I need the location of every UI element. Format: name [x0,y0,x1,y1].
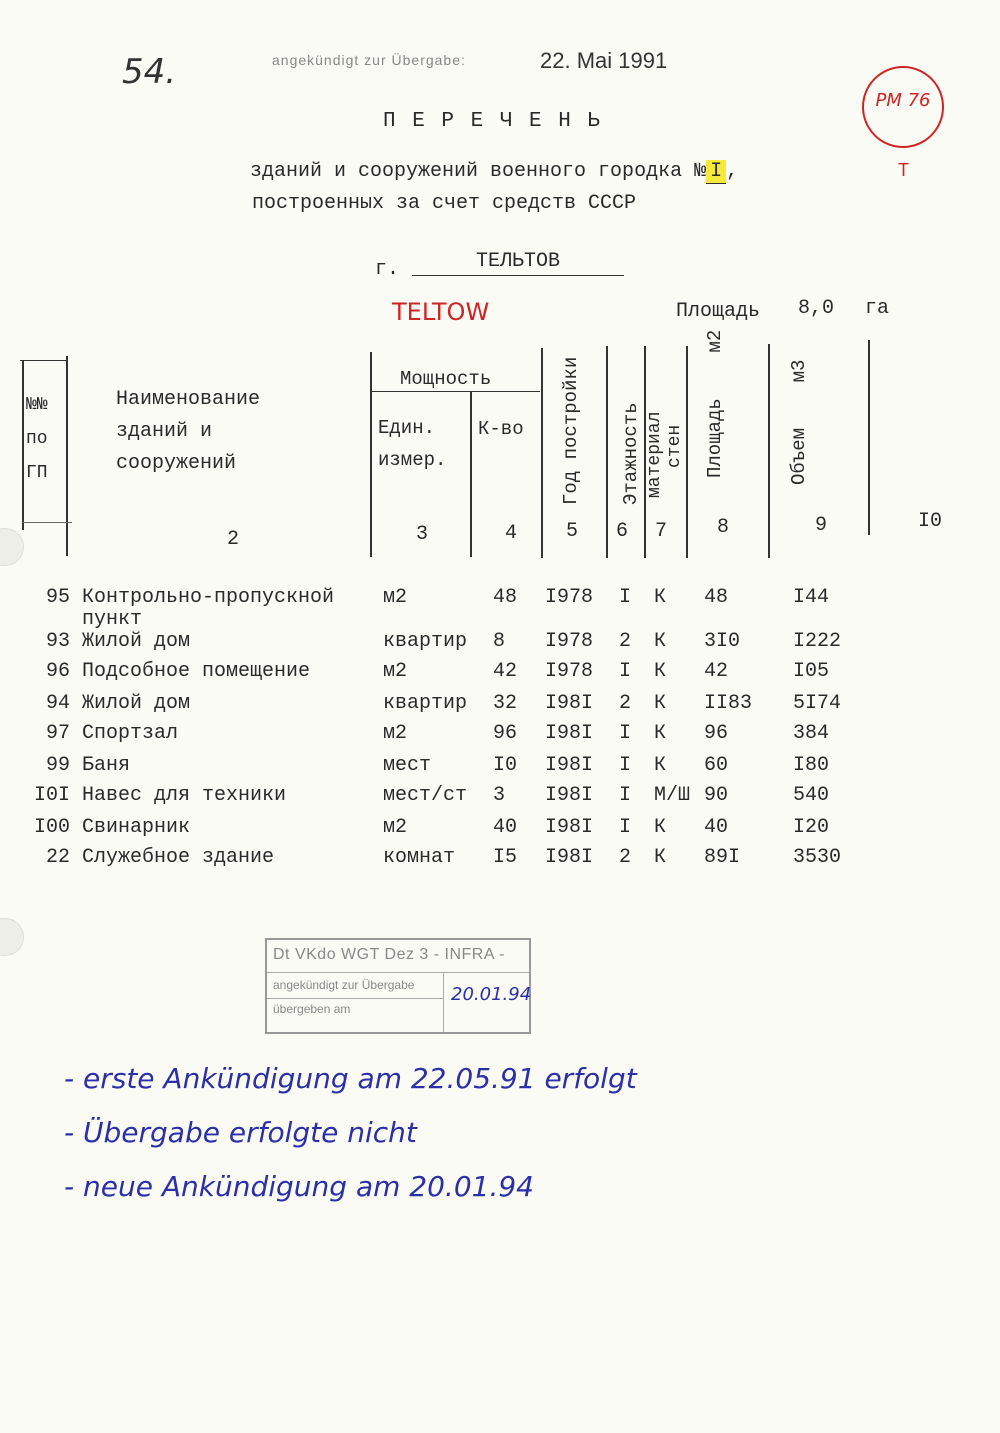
area-unit: га [865,297,890,320]
stamp-line2: angekündigt zur Übergabe [273,978,415,992]
row-6-area: 60 [704,754,729,777]
page-number: 54. [122,52,177,92]
row-4-vol: 5I74 [793,692,842,715]
note-3: - neue Ankündigung am 20.01.94 [64,1170,534,1203]
col-number-3: 3 [416,523,429,546]
row-4-name: Жилой дом [82,692,191,715]
row-8-mat: К [654,816,667,839]
row-2-vol: I222 [793,630,842,653]
row-2-gp: 93 [45,630,70,653]
header-material [645,412,685,498]
subtitle-line2: построенных за счет средств СССР [252,192,637,215]
col-number-5: 5 [566,520,579,543]
row-5-gp: 97 [45,722,70,745]
row-1-unit: м2 [383,586,408,609]
col-number-8: 8 [717,516,730,539]
header-area-l2: м2 [704,329,726,353]
area-label: Площадь [676,300,761,323]
row-9-gp: 22 [45,846,70,869]
header-col2-l1: Наименование [116,388,261,411]
area-value: 8,0 [798,297,835,320]
announced-date: 22. Mai 1991 [540,48,668,73]
row-1-year: I978 [545,586,594,609]
row-3-floors: I [619,660,632,683]
header-unit [378,412,446,476]
row-4-mat: К [654,692,667,715]
row-5-year: I98I [545,722,594,745]
col-number-10: I0 [918,510,943,533]
row-3-mat: К [654,660,667,683]
row-9-name: Служебное здание [82,846,275,869]
row-1-name: Контрольно-пропускной [82,586,335,609]
header-power: Мощность [400,368,492,390]
row-5-area: 96 [704,722,729,745]
header-material-l1: материал [645,411,665,498]
row-9-vol: 3530 [793,846,842,869]
grid-line [868,340,870,535]
row-4-gp: 94 [45,692,70,715]
col-number-9: 9 [815,514,828,537]
header-col1-l2: по [26,429,48,449]
row-1-vol: I44 [793,586,830,609]
subtitle-number: I [706,160,726,184]
row-6-vol: I80 [793,754,830,777]
header-col1-l1: №№ [26,395,48,415]
stamp-line3: übergeben am [273,1002,351,1016]
grid-line [66,356,68,556]
row-2-mat: К [654,630,667,653]
row-5-floors: I [619,722,632,745]
row-1-qty: 48 [493,586,518,609]
row-6-qty: I0 [493,754,518,777]
row-8-vol: I20 [793,816,830,839]
row-5-vol: 384 [793,722,830,745]
header-qty: К-во [478,418,524,440]
row-8-unit: м2 [383,816,408,839]
row-4-area: II83 [704,692,753,715]
row-7-year: I98I [545,784,594,807]
row-2-year: I978 [545,630,594,653]
subtitle-pre: зданий и сооружений военного городка № [250,160,707,183]
row-5-mat: К [654,722,667,745]
row-6-name: Баня [82,754,131,777]
row-4-unit: квартир [383,692,468,715]
grid-line [768,344,770,558]
col-number-7: 7 [655,520,668,543]
header-area-l1: Площадь [704,398,726,478]
subtitle-line1 [250,160,738,183]
row-3-unit: м2 [383,660,408,683]
city-prefix: г. [375,258,400,281]
row-2-unit: квартир [383,630,468,653]
row-1-area: 48 [704,586,729,609]
col-number-6: 6 [616,520,629,543]
rm-circle-stamp [862,66,944,148]
row-7-gp: I0I [33,784,70,807]
row-7-area: 90 [704,784,729,807]
document-title: П Е Р Е Ч Е Н Ь [383,110,603,133]
row-4-floors: 2 [619,692,632,715]
grid-line [22,360,24,530]
stamp-line1: Dt VKdo WGT Dez 3 - INFRA - [273,946,505,963]
header-col2-l2: зданий и [116,420,213,443]
note-1: - erste Ankündigung am 22.05.91 erfolgt [64,1062,637,1095]
power-underline [370,391,540,392]
row-2-name: Жилой дом [82,630,191,653]
header-material-l2: стен [665,424,685,468]
grid-line [686,346,688,558]
row-2-area: 3I0 [704,630,741,653]
header-col2-l3: сооружений [116,452,237,475]
row-9-mat: К [654,846,667,869]
header-volume [788,360,810,485]
row-2-qty: 8 [493,630,506,653]
row-8-year: I98I [545,816,594,839]
subtitle-post: , [726,160,739,183]
row-3-qty: 42 [493,660,518,683]
header-unit-l1: Един. [378,417,436,439]
city-latin: TELTOW [392,298,490,326]
rm-under: T [898,160,909,180]
row-3-vol: I05 [793,660,830,683]
row-7-unit: мест/ст [383,784,468,807]
grid-line [370,352,372,557]
col-number-2: 2 [227,528,240,551]
row-6-year: I98I [545,754,594,777]
row-1-mat: К [654,586,667,609]
col-number-4: 4 [505,522,518,545]
announced-label: angekündigt zur Übergabe: [272,52,466,68]
row-4-qty: 32 [493,692,518,715]
grid-line [541,348,543,558]
grid-line [606,346,608,558]
row-7-name: Навес для техники [82,784,287,807]
row-3-name: Подсобное помещение [82,660,311,683]
punch-hole [0,528,24,566]
header-floors: Этажность [620,402,642,505]
row-9-area: 89I [704,846,741,869]
row-1-floors: I [619,586,632,609]
row-2-floors: 2 [619,630,632,653]
row-1-name2: пункт [82,608,143,631]
header-area [704,330,726,478]
rm-circle-text: PM 76 [875,90,931,111]
row-6-floors: I [619,754,632,777]
row-6-unit: мест [383,754,432,777]
grid-line [470,392,472,557]
row-9-floors: 2 [619,846,632,869]
row-5-unit: м2 [383,722,408,745]
header-volume-l2: м3 [788,359,810,383]
row-8-floors: I [619,816,632,839]
row-9-unit: комнат [383,846,456,869]
header-year: Год постройки [560,356,582,505]
row-6-gp: 99 [45,754,70,777]
stamp-line2-value: 20.01.94 [451,984,532,1005]
header-col1-l3: ГП [26,463,48,483]
row-8-area: 40 [704,816,729,839]
row-8-qty: 40 [493,816,518,839]
row-7-floors: I [619,784,632,807]
header-volume-l1: Объем [788,427,810,485]
number-row-line [22,522,72,523]
header-top-line [20,360,66,361]
note-2: - Übergabe erfolgte nicht [64,1116,417,1149]
row-7-qty: 3 [493,784,506,807]
row-7-mat: М/Ш [654,784,691,807]
row-6-mat: К [654,754,667,777]
row-8-name: Свинарник [82,816,191,839]
header-col1 [26,388,48,490]
row-9-year: I98I [545,846,594,869]
row-1-gp: 95 [45,586,70,609]
row-5-name: Спортзал [82,722,179,745]
row-3-area: 42 [704,660,729,683]
row-3-gp: 96 [45,660,70,683]
row-7-vol: 540 [793,784,830,807]
header-col2 [116,384,260,480]
row-3-year: I978 [545,660,594,683]
city-name: ТЕЛЬТОВ [412,250,624,276]
punch-hole [0,918,24,956]
row-4-year: I98I [545,692,594,715]
row-9-qty: I5 [493,846,518,869]
row-5-qty: 96 [493,722,518,745]
header-unit-l2: измер. [378,449,447,471]
infra-stamp [265,938,531,1034]
row-8-gp: I00 [33,816,70,839]
